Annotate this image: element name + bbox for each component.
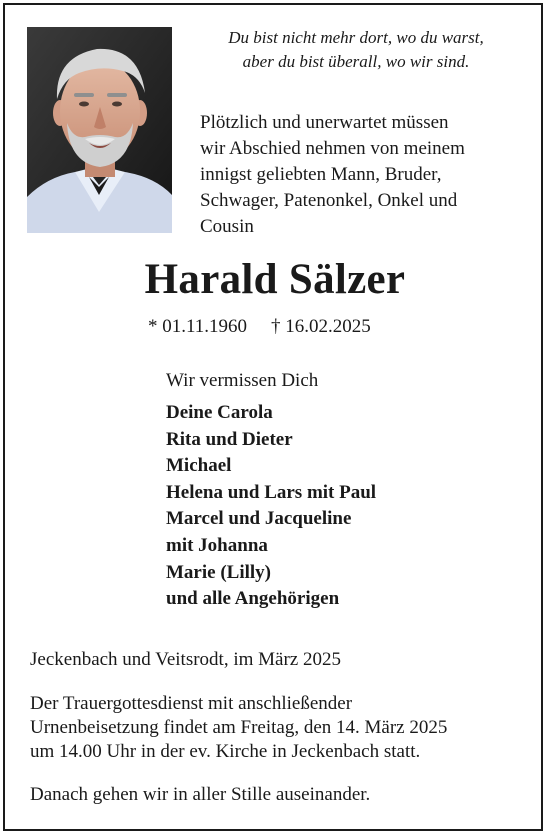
intro-line: wir Abschied nehmen von meinem bbox=[200, 138, 465, 159]
mourner: Marie (Lilly) bbox=[166, 561, 271, 583]
intro-line: innigst geliebten Mann, Bruder, bbox=[200, 164, 442, 185]
quote-line: aber du bist überall, wo wir sind. bbox=[242, 52, 470, 71]
intro-line: Plötzlich und unerwartet müssen bbox=[200, 112, 449, 133]
mourner: Helena und Lars mit Paul bbox=[166, 481, 377, 503]
funeral-service-info bbox=[30, 692, 530, 764]
service-line: um 14.00 Uhr in der ev. Kirche in Jeckenbach statt. bbox=[30, 741, 421, 762]
mourner: Deine Carola bbox=[166, 402, 273, 423]
portrait-photo bbox=[27, 27, 172, 233]
service-line: Urnenbeisetzung findet am Freitag, den 14. März 2025 bbox=[30, 717, 448, 738]
quote-line: Du bist nicht mehr dort, wo du warst, bbox=[228, 28, 484, 47]
intro-line: Cousin bbox=[200, 216, 254, 237]
mourner: und alle Angehörigen bbox=[166, 588, 340, 610]
birth-date: * 01.11.1960 bbox=[148, 316, 248, 337]
closing-note: Danach gehen wir in aller Stille auseinander. bbox=[30, 784, 371, 805]
place-and-date: Jeckenbach und Veitsrodt, im März 2025 bbox=[30, 649, 341, 670]
death-date: † 16.02.2025 bbox=[271, 316, 371, 337]
mourner: mit Johanna bbox=[166, 534, 268, 556]
mourners-list bbox=[166, 400, 376, 613]
quote bbox=[186, 26, 526, 74]
mourners-intro: Wir vermissen Dich bbox=[166, 370, 319, 391]
deceased-name: Harald Sälzer bbox=[144, 256, 406, 303]
intro-text bbox=[200, 110, 530, 240]
intro-line: Schwager, Patenonkel, Onkel und bbox=[200, 190, 458, 211]
mourner: Michael bbox=[166, 455, 232, 477]
mourner: Rita und Dieter bbox=[166, 428, 293, 450]
life-dates bbox=[148, 314, 371, 340]
mourner: Marcel und Jacqueline bbox=[166, 508, 352, 530]
service-line: Der Trauergottesdienst mit anschließender bbox=[30, 693, 353, 714]
